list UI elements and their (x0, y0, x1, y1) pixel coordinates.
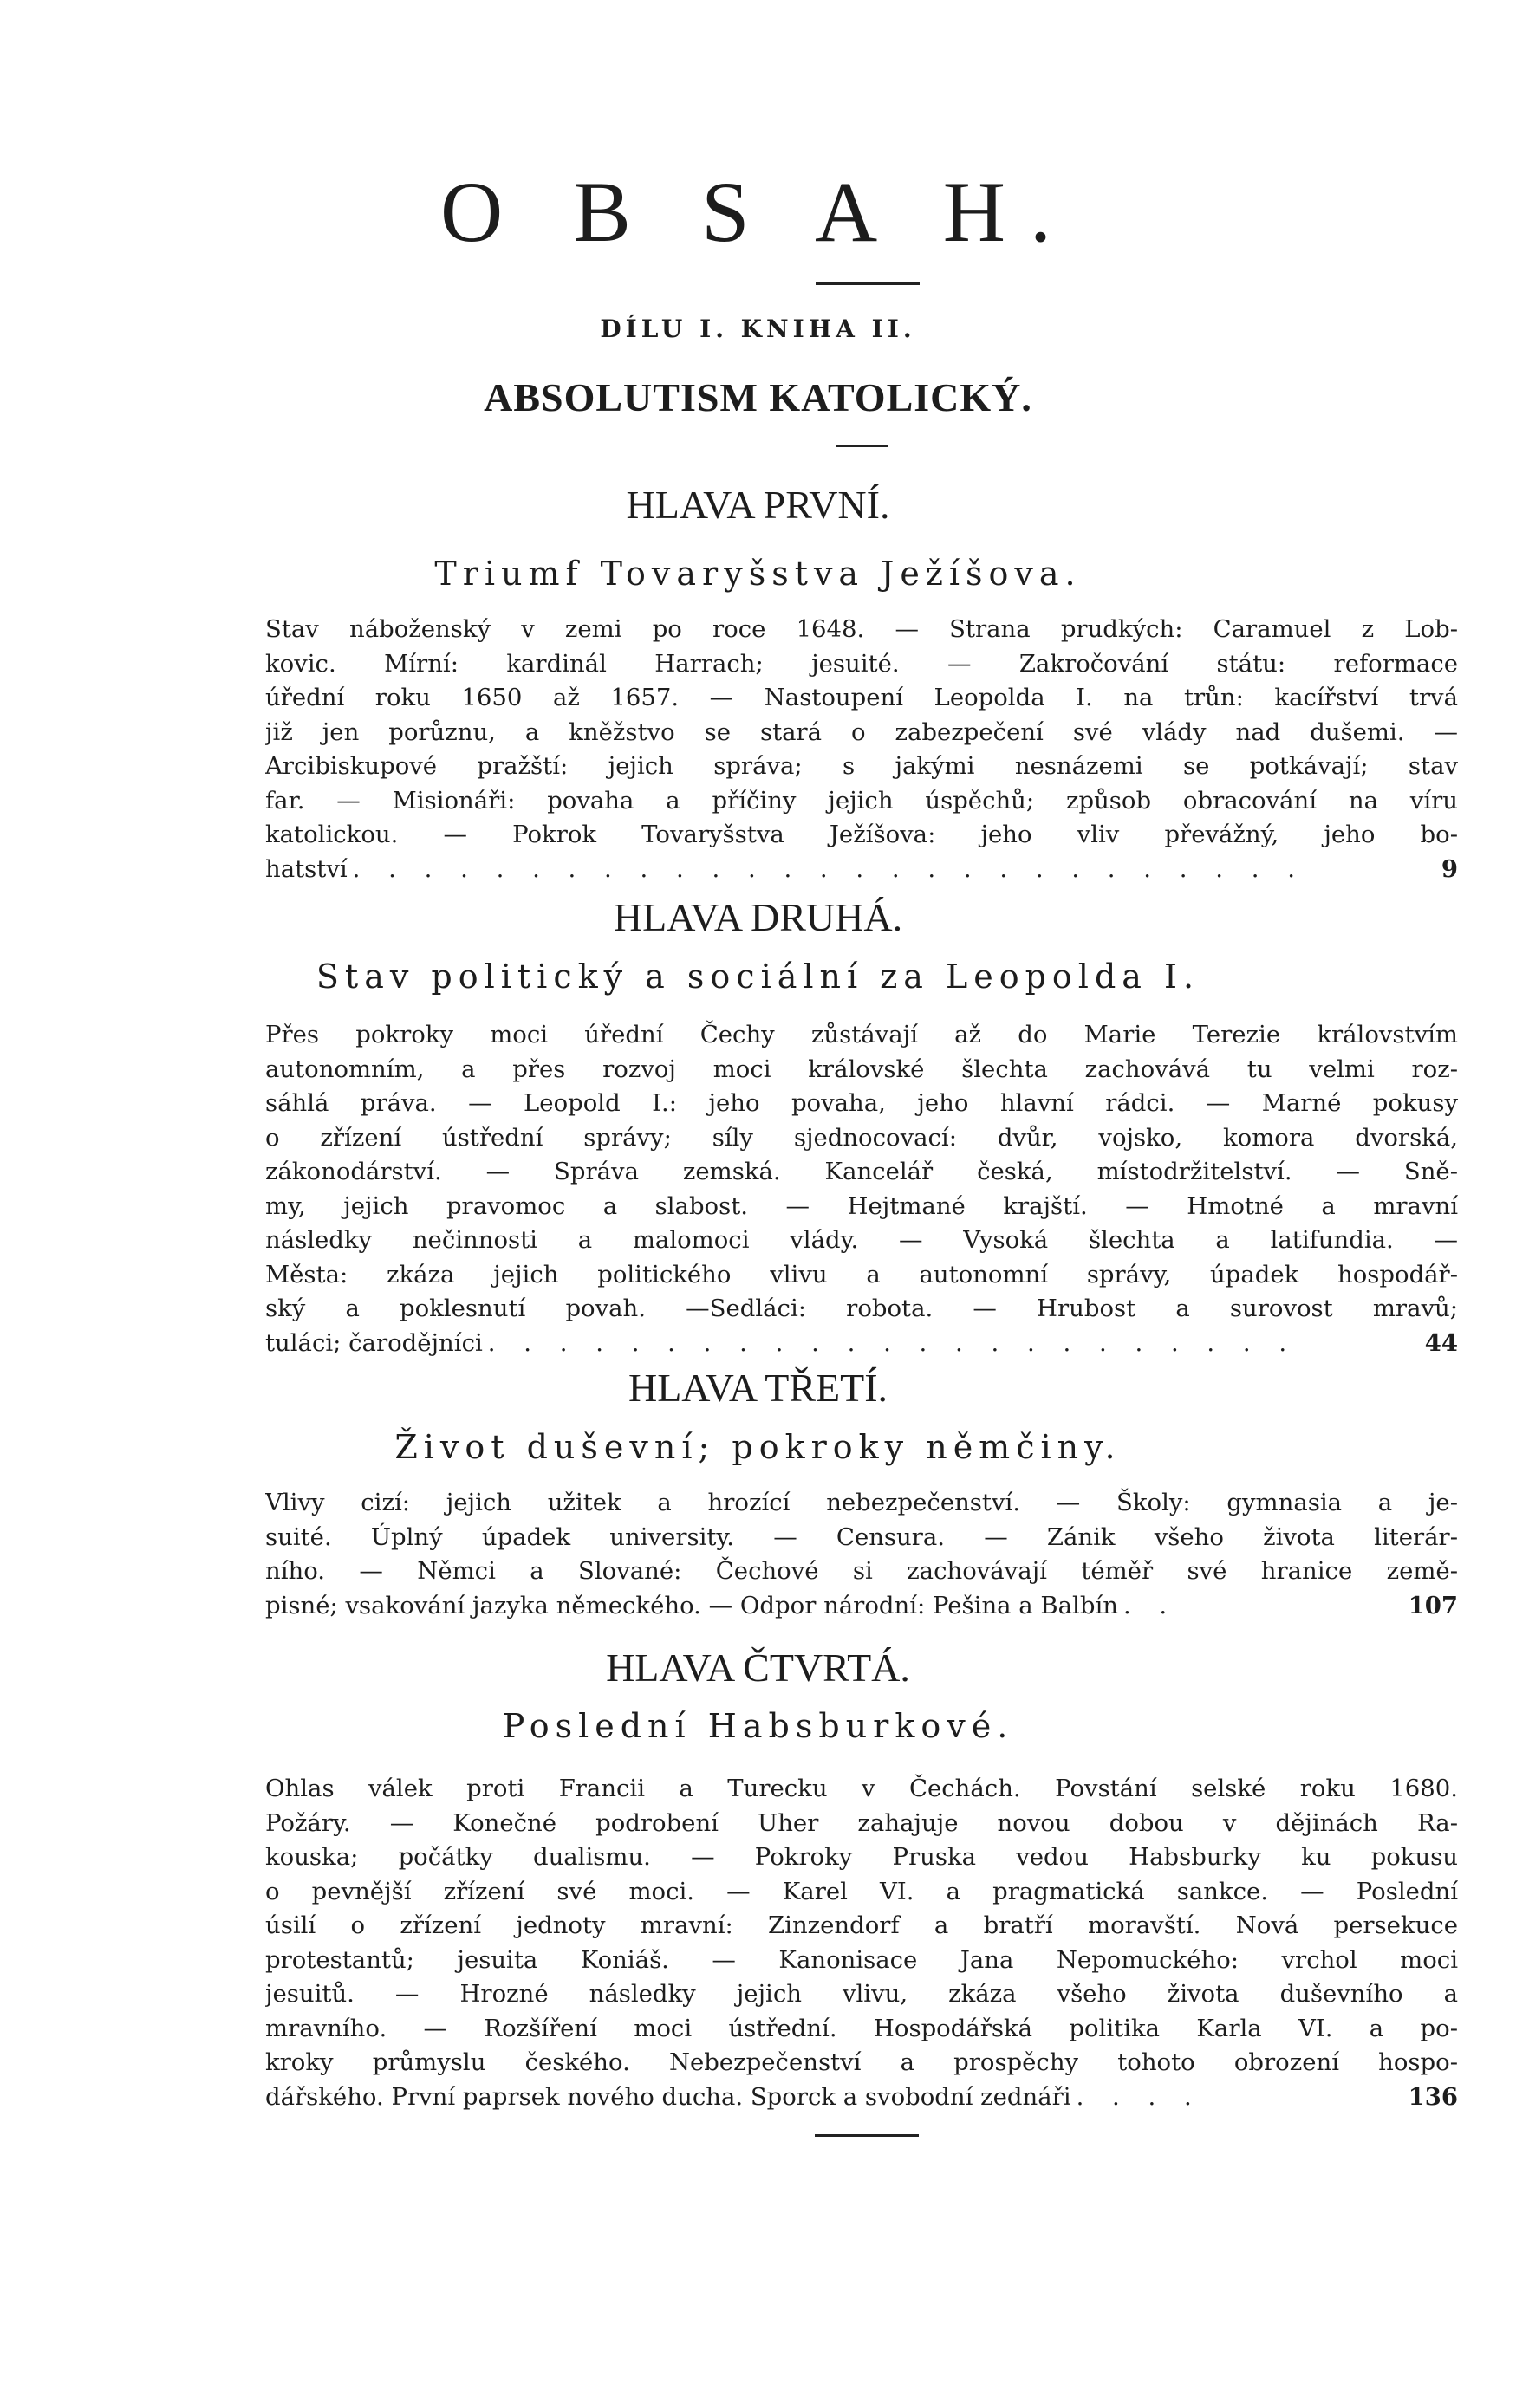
summary-line: Požáry. — Konečné podrobení Uher zahajuje novou dobou v dějinách Ra- (265, 1808, 1458, 1837)
summary-line: jesuitů. — Hrozné následky jejich vlivu, zkáza všeho života duševního a (265, 1980, 1458, 2008)
summary-line: sáhlá práva. — Leopold I.: jeho povaha, jeho hlavní rádci. — Marné pokusy (265, 1089, 1458, 1117)
summary-line: úřední roku 1650 až 1657. — Nastoupení Leopolda I. na trůn: kacířství trvá (265, 684, 1458, 711)
summary-line: o pevnější zřízení své moci. — Karel VI. a pragmatická sankce. — Poslední (265, 1877, 1458, 1905)
summary-last-line (265, 2080, 1458, 2115)
summary-line: Vlivy cizí: jejich užitek a hrozící nebezpečenství. — Školy: gymnasia a je- (265, 1489, 1458, 1516)
summary-line: autonomním, a přes rozvoj moci královské šlechta zachovává tu velmi roz- (265, 1055, 1458, 1083)
summary-line-end: tuláci; čarodějníci (265, 1328, 483, 1357)
summary-line: protestantů; jesuita Koniáš. — Kanonisace Jana Nepomuckého: vrchol moci (265, 1945, 1458, 1974)
dot-leader: . . (1122, 1591, 1178, 1619)
summary-last-line (265, 1589, 1458, 1624)
chapter-title: Stav politický a sociální za Leopolda I. (316, 957, 1200, 996)
summary-line-end: hatství (265, 854, 348, 883)
summary-line-end: dářského. První paprsek nového ducha. Sporck a svobodní zednáři (265, 2082, 1071, 2111)
summary-line: suité. Úplný úpadek university. — Censura. — Zánik všeho života literár- (265, 1522, 1458, 1551)
divider-rule (815, 2134, 919, 2137)
page-number: 44 (1424, 1328, 1458, 1357)
chapter-title: Život duševní; pokroky němčiny. (394, 1428, 1122, 1466)
summary-line: ního. — Němci a Slované: Čechové si zachovávají téměř své hranice země- (265, 1557, 1458, 1585)
summary-line: o zřízení ústřední správy; síly sjednocovací: dvůr, vojsko, komora dvorská, (265, 1123, 1458, 1152)
page-number: 107 (1408, 1591, 1458, 1619)
page-number: 136 (1408, 2082, 1458, 2111)
page-number: 9 (1441, 854, 1458, 883)
summary-line: úsilí o zřízení jednoty mravní: Zinzendorf a bratří moravští. Nová persekuce (265, 1911, 1458, 1939)
page-title: O B S A H. (440, 164, 1076, 260)
book-subtitle: ABSOLUTISM KATOLICKÝ. (484, 375, 1032, 419)
dot-leader: . . . . . . . . . . . . . . . . . . . . . . . . . . . (352, 854, 1305, 883)
summary-line: far. — Misionáři: povaha a příčiny jejich úspěchů; způsob obracování na víru (265, 786, 1458, 815)
chapter-summary (265, 1772, 1458, 2114)
summary-line: kroky průmyslu českého. Nebezpečenství a prospěchy tohoto obrození hospo- (265, 2048, 1458, 2076)
summary-line-end: pisné; vsakování jazyka německého. — Odpor národní: Pešina a Balbín (265, 1591, 1118, 1619)
chapter-heading: HLAVA DRUHÁ. (613, 895, 903, 939)
summary-line: již jen porůznu, a kněžstvo se stará o zabezpečení své vlády nad dušemi. — (265, 717, 1458, 746)
summary-line: mravního. — Rozšíření moci ústřední. Hospodářská politika Karla VI. a po- (265, 2014, 1458, 2042)
summary-line: Ohlas válek proti Francii a Turecku v Čechách. Povstání selské roku 1680. (265, 1775, 1458, 1802)
chapter-summary (265, 1486, 1458, 1623)
summary-line: následky nečinnosti a malomoci vlády. — Vysoká šlechta a latifundia. — (265, 1226, 1458, 1254)
summary-line: Stav náboženský v zemi po roce 1648. — Strana prudkých: Caramuel z Lob- (265, 615, 1458, 643)
summary-line: Města: zkáza jejich politického vlivu a autonomní správy, úpadek hospodář- (265, 1260, 1458, 1288)
chapter-heading: HLAVA TŘETÍ. (628, 1366, 888, 1410)
dot-leader: . . . . (1076, 2082, 1202, 2111)
summary-line: ský a poklesnutí povah. —Sedláci: robota. — Hrubost a surovost mravů; (265, 1295, 1458, 1322)
summary-line: Přes pokroky moci úřední Čechy zůstávají až do Marie Terezie královstvím (265, 1021, 1458, 1048)
summary-line: kovic. Mírní: kardinál Harrach; jesuité. — Zakročování státu: reformace (265, 649, 1458, 678)
chapter-summary (265, 613, 1458, 886)
summary-last-line (265, 1327, 1458, 1361)
summary-line: zákonodárství. — Správa zemská. Kancelář česká, místodržitelství. — Sně- (265, 1158, 1458, 1185)
chapter-title: Poslední Habsburkové. (502, 1707, 1014, 1745)
chapter-title: Triumf Tovaryšstva Ježíšova. (434, 555, 1082, 593)
summary-last-line (265, 853, 1458, 887)
divider-rule (836, 445, 888, 447)
chapter-heading: HLAVA PRVNÍ. (626, 483, 890, 527)
summary-line: Arcibiskupové pražští: jejich správa; s jakými nesnázemi se potkávají; stav (265, 752, 1458, 780)
part-label: DÍLU I. KNIHA II. (600, 315, 916, 343)
chapter-heading: HLAVA ČTVRTÁ. (606, 1645, 910, 1690)
dot-leader: . . . . . . . . . . . . . . . . . . . . . . . (487, 1328, 1298, 1357)
summary-line: my, jejich pravomoc a slabost. — Hejtmané krajští. — Hmotné a mravní (265, 1191, 1458, 1220)
chapter-summary (265, 1018, 1458, 1360)
summary-line: katolickou. — Pokrok Tovaryšstva Ježíšova: jeho vliv převážný, jeho bo- (265, 821, 1458, 848)
summary-line: kouska; počátky dualismu. — Pokroky Pruska vedou Habsburky ku pokusu (265, 1843, 1458, 1871)
divider-rule (816, 282, 920, 285)
